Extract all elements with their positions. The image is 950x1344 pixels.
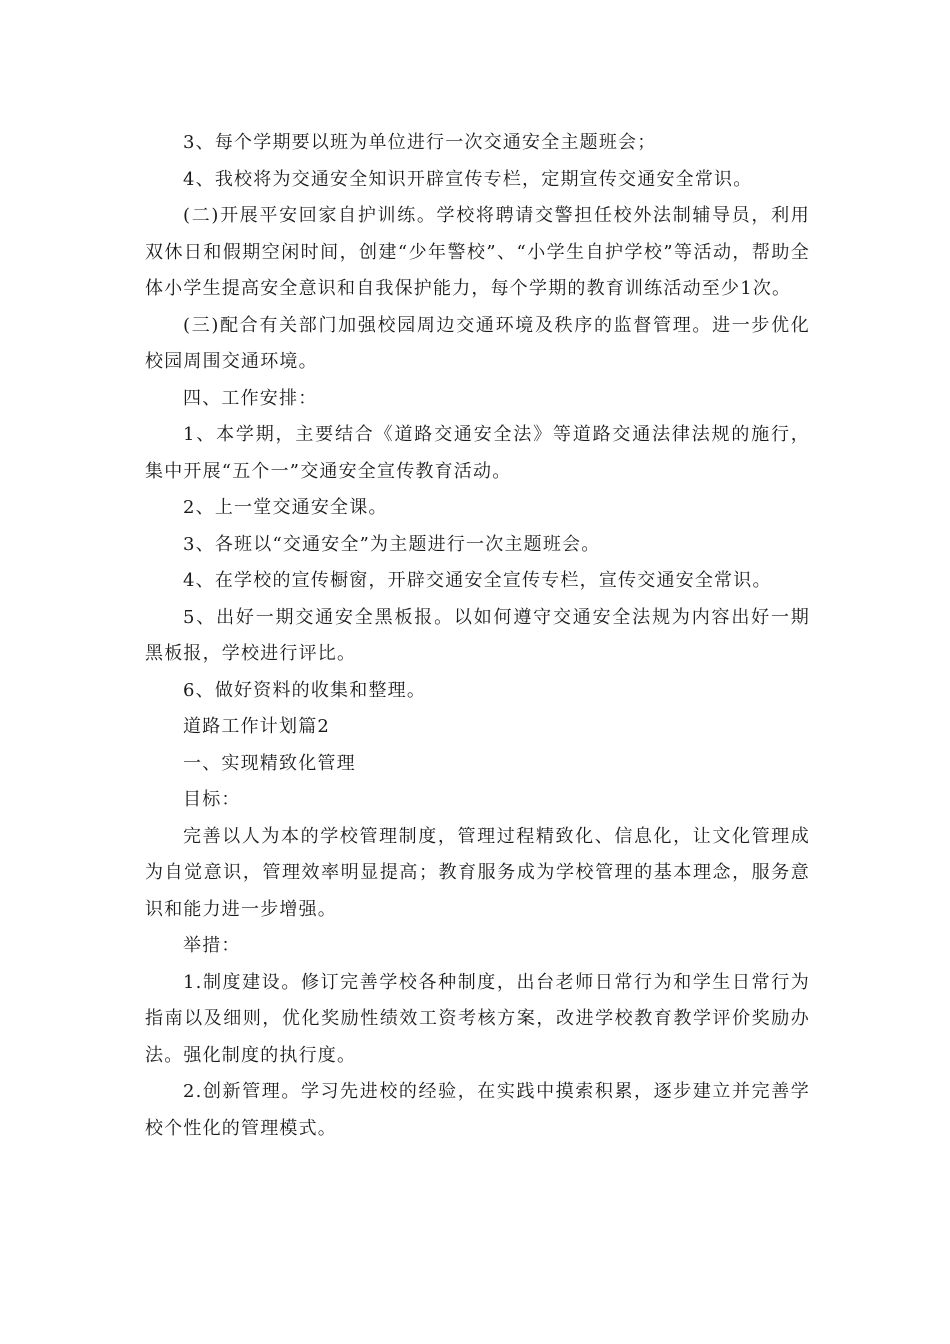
paragraph-item-4: 4、我校将为交通安全知识开辟宣传专栏，定期宣传交通安全常识。 (183, 168, 753, 190)
paragraph-measure-1: 1.制度建设。修订完善学校各种制度，出台老师日常行为和学生日常行为指南以及细则，优化奖励性绩效工资考核方案，改进学校教育教学评价奖励办法。强化制度的执行度。 (145, 971, 810, 1066)
paragraph-arrangement-4: 4、在学校的宣传橱窗，开辟交通安全宣传专栏，宣传交通安全常识。 (183, 570, 772, 591)
paragraph-goal-text: 完善以人为本的学校管理制度，管理过程精致化、信息化，让文化管理成为自觉意识，管理效率明显提高；教育服务成为学校管理的基本理念，服务意识和能力进一步增强。 (145, 825, 810, 920)
heading-refined-management: 一、实现精致化管理 (183, 752, 356, 774)
heading-plan-part-2: 道路工作计划篇2 (183, 716, 331, 737)
heading-goal: 目标： (183, 789, 241, 810)
paragraph-measure-2: 2.创新管理。学习先进校的经验，在实践中摸索积累，逐步建立并完善学校个性化的管理模式。 (145, 1081, 810, 1139)
paragraph-section-3: (三)配合有关部门加强校园周边交通环境及秩序的监督管理。进一步优化校园周围交通环境。 (145, 314, 810, 372)
paragraph-arrangement-2: 2、上一堂交通安全课。 (183, 497, 388, 518)
heading-work-arrangement: 四、工作安排： (183, 387, 318, 409)
heading-measures: 举措： (183, 935, 241, 956)
paragraph-arrangement-1: 1、本学期，主要结合《道路交通安全法》等道路交通法律法规的施行，集中开展“五个一”交通安全宣传教育活动。 (145, 424, 810, 482)
paragraph-arrangement-5: 5、出好一期交通安全黑板报。以如何遵守交通安全法规为内容出好一期黑板报，学校进行评比。 (145, 606, 810, 664)
paragraph-arrangement-6: 6、做好资料的收集和整理。 (183, 679, 427, 701)
paragraph-arrangement-3: 3、各班以“交通安全”为主题进行一次主题班会。 (183, 533, 601, 555)
paragraph-item-3: 3、每个学期要以班为单位进行一次交通安全主题班会； (183, 132, 657, 153)
paragraph-section-2: (二)开展平安回家自护训练。学校将聘请交警担任校外法制辅导员，利用双休日和假期空闲时间，创建“少年警校”、“小学生自护学校”等活动，帮助全体小学生提高安全意识和自我保护能力，每个学期的教育训练活动至少1次。 (145, 205, 810, 299)
document-body (145, 125, 810, 1147)
